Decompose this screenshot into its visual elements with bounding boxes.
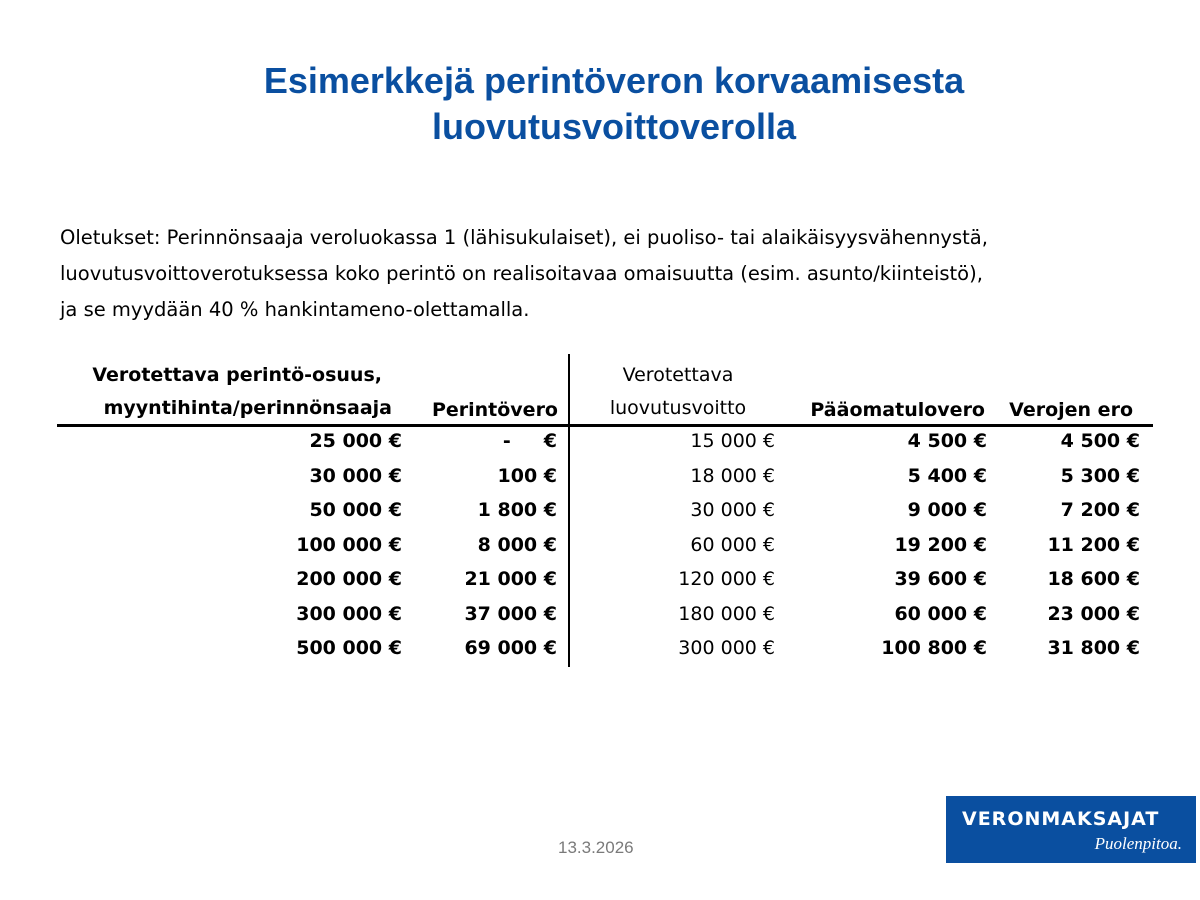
table-cell: 21 000 €	[464, 568, 557, 590]
table-cell: 60 000 €	[894, 602, 987, 625]
table-cell: 18 600 €	[1047, 568, 1140, 590]
table-cell: 30 000 €	[309, 464, 402, 487]
table-cell: 300 000 €	[678, 637, 775, 659]
table-cell: 100 800 €	[881, 637, 987, 659]
table-cell: 4 500 €	[1060, 430, 1140, 452]
header-perintovero: Perintövero	[431, 399, 558, 421]
table-cell: 8 000 €	[477, 533, 557, 556]
table-cell: 1 800 €	[477, 499, 557, 521]
table-cell: 300 000 €	[296, 602, 402, 625]
table-cell: 60 000 €	[690, 533, 775, 556]
table-cell: 200 000 €	[296, 568, 402, 590]
logo-main-text: VERONMAKSAJAT	[962, 808, 1160, 830]
table-cell: 31 800 €	[1047, 637, 1140, 659]
table-cell: 100 €	[497, 464, 557, 487]
table-cell: 18 000 €	[690, 464, 775, 487]
assumptions-text	[60, 220, 1160, 328]
table-cell: 25 000 €	[309, 430, 402, 452]
veronmaksajat-logo	[946, 796, 1196, 863]
table-cell: 100 000 €	[296, 533, 402, 556]
table-cell: 9 000 €	[907, 499, 987, 521]
header-col3-line2: luovutusvoitto	[609, 397, 747, 419]
table-cell: 23 000 €	[1047, 602, 1140, 625]
page-title	[0, 58, 1200, 150]
header-col1-line2: myyntihinta/perinnönsaaja	[103, 397, 392, 419]
table-cell: 7 200 €	[1060, 499, 1140, 521]
table-cell: 180 000 €	[678, 602, 775, 625]
table-cell: 69 000 €	[464, 637, 557, 659]
header-col3-line1: Verotettava	[622, 364, 734, 386]
table-cell: 15 000 €	[690, 430, 775, 452]
title-line-2: luovutusvoittoverolla	[431, 106, 797, 147]
column-divider	[568, 354, 570, 667]
logo-sub-text: Puolenpitoa.	[1094, 834, 1182, 853]
header-divider	[57, 424, 1153, 427]
header-paaomatulovero: Pääomatulovero	[810, 399, 985, 421]
date-label: 13.3.2026	[558, 838, 634, 857]
assumption-line: Oletukset: Perinnönsaaja veroluokassa 1 (lähisukulaiset), ei puoliso- tai alaikäisyysvähennystä,	[60, 226, 988, 249]
title-line-1: Esimerkkejä perintöveron korvaamisesta	[263, 60, 965, 101]
table-cell: 5 400 €	[907, 464, 987, 487]
header-verojen-ero: Verojen ero	[1009, 399, 1133, 421]
assumption-line: ja se myydään 40 % hankintameno-olettamalla.	[60, 298, 530, 321]
table-cell: 39 600 €	[894, 568, 987, 590]
header-col1-line1: Verotettava perintö-osuus,	[92, 364, 382, 386]
table-cell: 500 000 €	[296, 637, 402, 659]
assumption-line: luovutusvoittoverotuksessa koko perintö on realisoitavaa omaisuutta (esim. asunto/kiinteistö),	[60, 262, 983, 285]
table-cell: 5 300 €	[1060, 464, 1140, 487]
table-cell: 11 200 €	[1047, 533, 1140, 556]
table-cell: 4 500 €	[907, 430, 987, 452]
table-cell: 120 000 €	[678, 568, 775, 590]
table-cell: 37 000 €	[464, 602, 557, 625]
table-cell: 50 000 €	[309, 499, 402, 521]
table-cell: 30 000 €	[690, 499, 775, 521]
table-cell: - €	[502, 430, 557, 452]
table-cell: 19 200 €	[894, 533, 987, 556]
